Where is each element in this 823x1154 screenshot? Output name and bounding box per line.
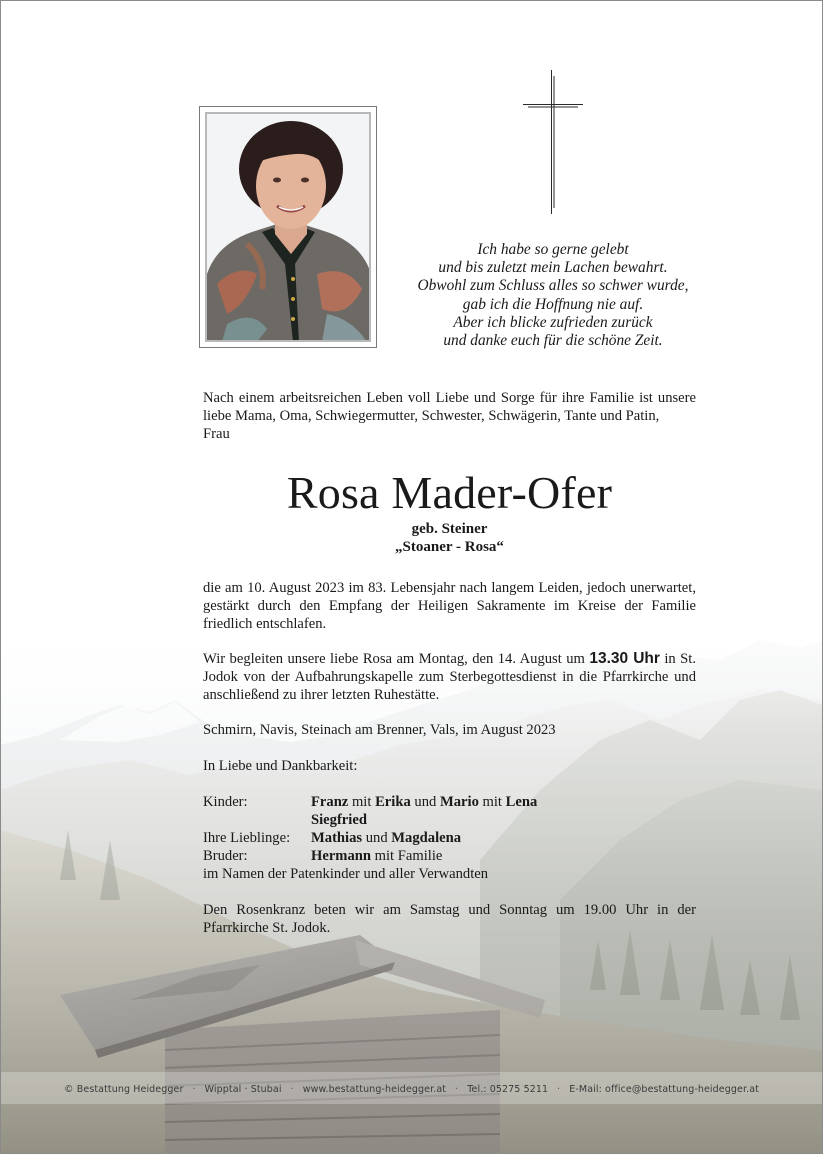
- funeral-text-after: in St. Jodok von der Aufbahrungskapelle zum Sterbegottesdienst in die Pfarrkirche und anschließend zu ihrer letzten Ruhestätte.: [203, 651, 696, 703]
- spouse-name: Erika: [375, 794, 411, 810]
- rosary-text: Den Rosenkranz beten wir am Samstag und Sonntag um 19.00 Uhr in der Pfarrkirche St. Jodok.: [203, 902, 696, 936]
- cross-icon: [520, 68, 586, 218]
- poem-line: Obwohl zum Schluss alles so schwer wurde,: [417, 277, 689, 295]
- family-row-grandchildren: [203, 829, 696, 847]
- footer-separator: ·: [455, 1084, 459, 1095]
- poem-line: und bis zuletzt mein Lachen bewahrt.: [438, 259, 668, 277]
- footer-region: Wipptal · Stubai: [204, 1084, 282, 1095]
- brother-names: [311, 847, 442, 865]
- child-name: Franz: [311, 794, 349, 810]
- nickname: „Stoaner - Rosa“: [395, 539, 504, 555]
- poem-line: und danke euch für die schöne Zeit.: [443, 332, 663, 350]
- poem-line: gab ich die Hoffnung nie auf.: [462, 295, 644, 313]
- intro-text: [203, 389, 696, 443]
- birth-and-nickname: [203, 520, 696, 556]
- places-date: Schmirn, Navis, Steinach am Brenner, Vals, im August 2023: [203, 722, 556, 738]
- children-names: [311, 793, 537, 811]
- footer-separator: ·: [557, 1084, 561, 1095]
- portrait-photo: [205, 112, 371, 342]
- grandchildren-names: [311, 829, 461, 847]
- footer-email[interactable]: E-Mail: office@bestattung-heidegger.at: [569, 1084, 759, 1095]
- poem-line: Ich habe so gerne gelebt: [477, 241, 629, 258]
- footer-website[interactable]: www.bestattung-heidegger.at: [302, 1084, 447, 1095]
- others-line: im Namen der Patenkinder und aller Verwandten: [203, 866, 489, 882]
- footer-phone: Tel.: 05275 5211: [467, 1084, 549, 1095]
- grandchildren-label: Ihre Lieblinge:: [203, 830, 291, 846]
- passing-text: die am 10. August 2023 im 83. Lebensjahr nach langem Leiden, jedoch unerwartet, gestärkt durch den Empfang der Heiligen Sakramente im Kreise der Familie friedlich entschlafen.: [203, 580, 696, 632]
- child-name: Mario: [439, 794, 479, 810]
- family-row-children: [203, 793, 696, 811]
- family-row-brother: [203, 847, 696, 865]
- brother-suffix: mit Familie: [374, 848, 443, 864]
- poem-line: Aber ich blicke zufrieden zurück: [453, 313, 653, 331]
- family-row-children-2: [203, 811, 696, 829]
- footer-separator: ·: [290, 1084, 294, 1095]
- brother-label: Bruder:: [203, 848, 248, 864]
- connector: mit: [482, 794, 502, 810]
- deceased-name: Rosa Mader-Ofer: [286, 467, 613, 518]
- funeral-text: [203, 650, 696, 704]
- gratitude-line: In Liebe und Dankbarkeit:: [203, 758, 358, 774]
- intro-frau: Frau: [203, 426, 230, 442]
- footer-company: © Bestattung Heidegger: [64, 1084, 184, 1095]
- grandchild-name: Magdalena: [391, 830, 462, 846]
- intro-paragraph: Nach einem arbeitsreichen Leben voll Liebe und Sorge für ihre Familie ist unsere liebe Mama, Oma, Schwiegermutter, Schwester, Schwägerin, Tante und Patin,: [203, 390, 696, 424]
- footer-separator: ·: [192, 1084, 196, 1095]
- memorial-poem: [402, 241, 704, 350]
- funeral-text-before: Wir begleiten unsere liebe Rosa am Montag, den 14. August um: [203, 651, 585, 667]
- family-list: [203, 793, 696, 883]
- grandchild-name: Mathias: [311, 830, 363, 846]
- funeral-time: 13.30 Uhr: [589, 650, 660, 667]
- footer-credits: [0, 1084, 823, 1095]
- connector: und: [414, 794, 437, 810]
- connector: und: [365, 830, 388, 846]
- child-name: Siegfried: [311, 812, 367, 828]
- connector: mit: [351, 794, 372, 810]
- birth-name: geb. Steiner: [411, 521, 488, 537]
- children-label: Kinder:: [203, 794, 248, 810]
- spouse-name: Lena: [505, 794, 538, 810]
- portrait-frame: [199, 106, 377, 348]
- brother-name: Hermann: [311, 848, 371, 864]
